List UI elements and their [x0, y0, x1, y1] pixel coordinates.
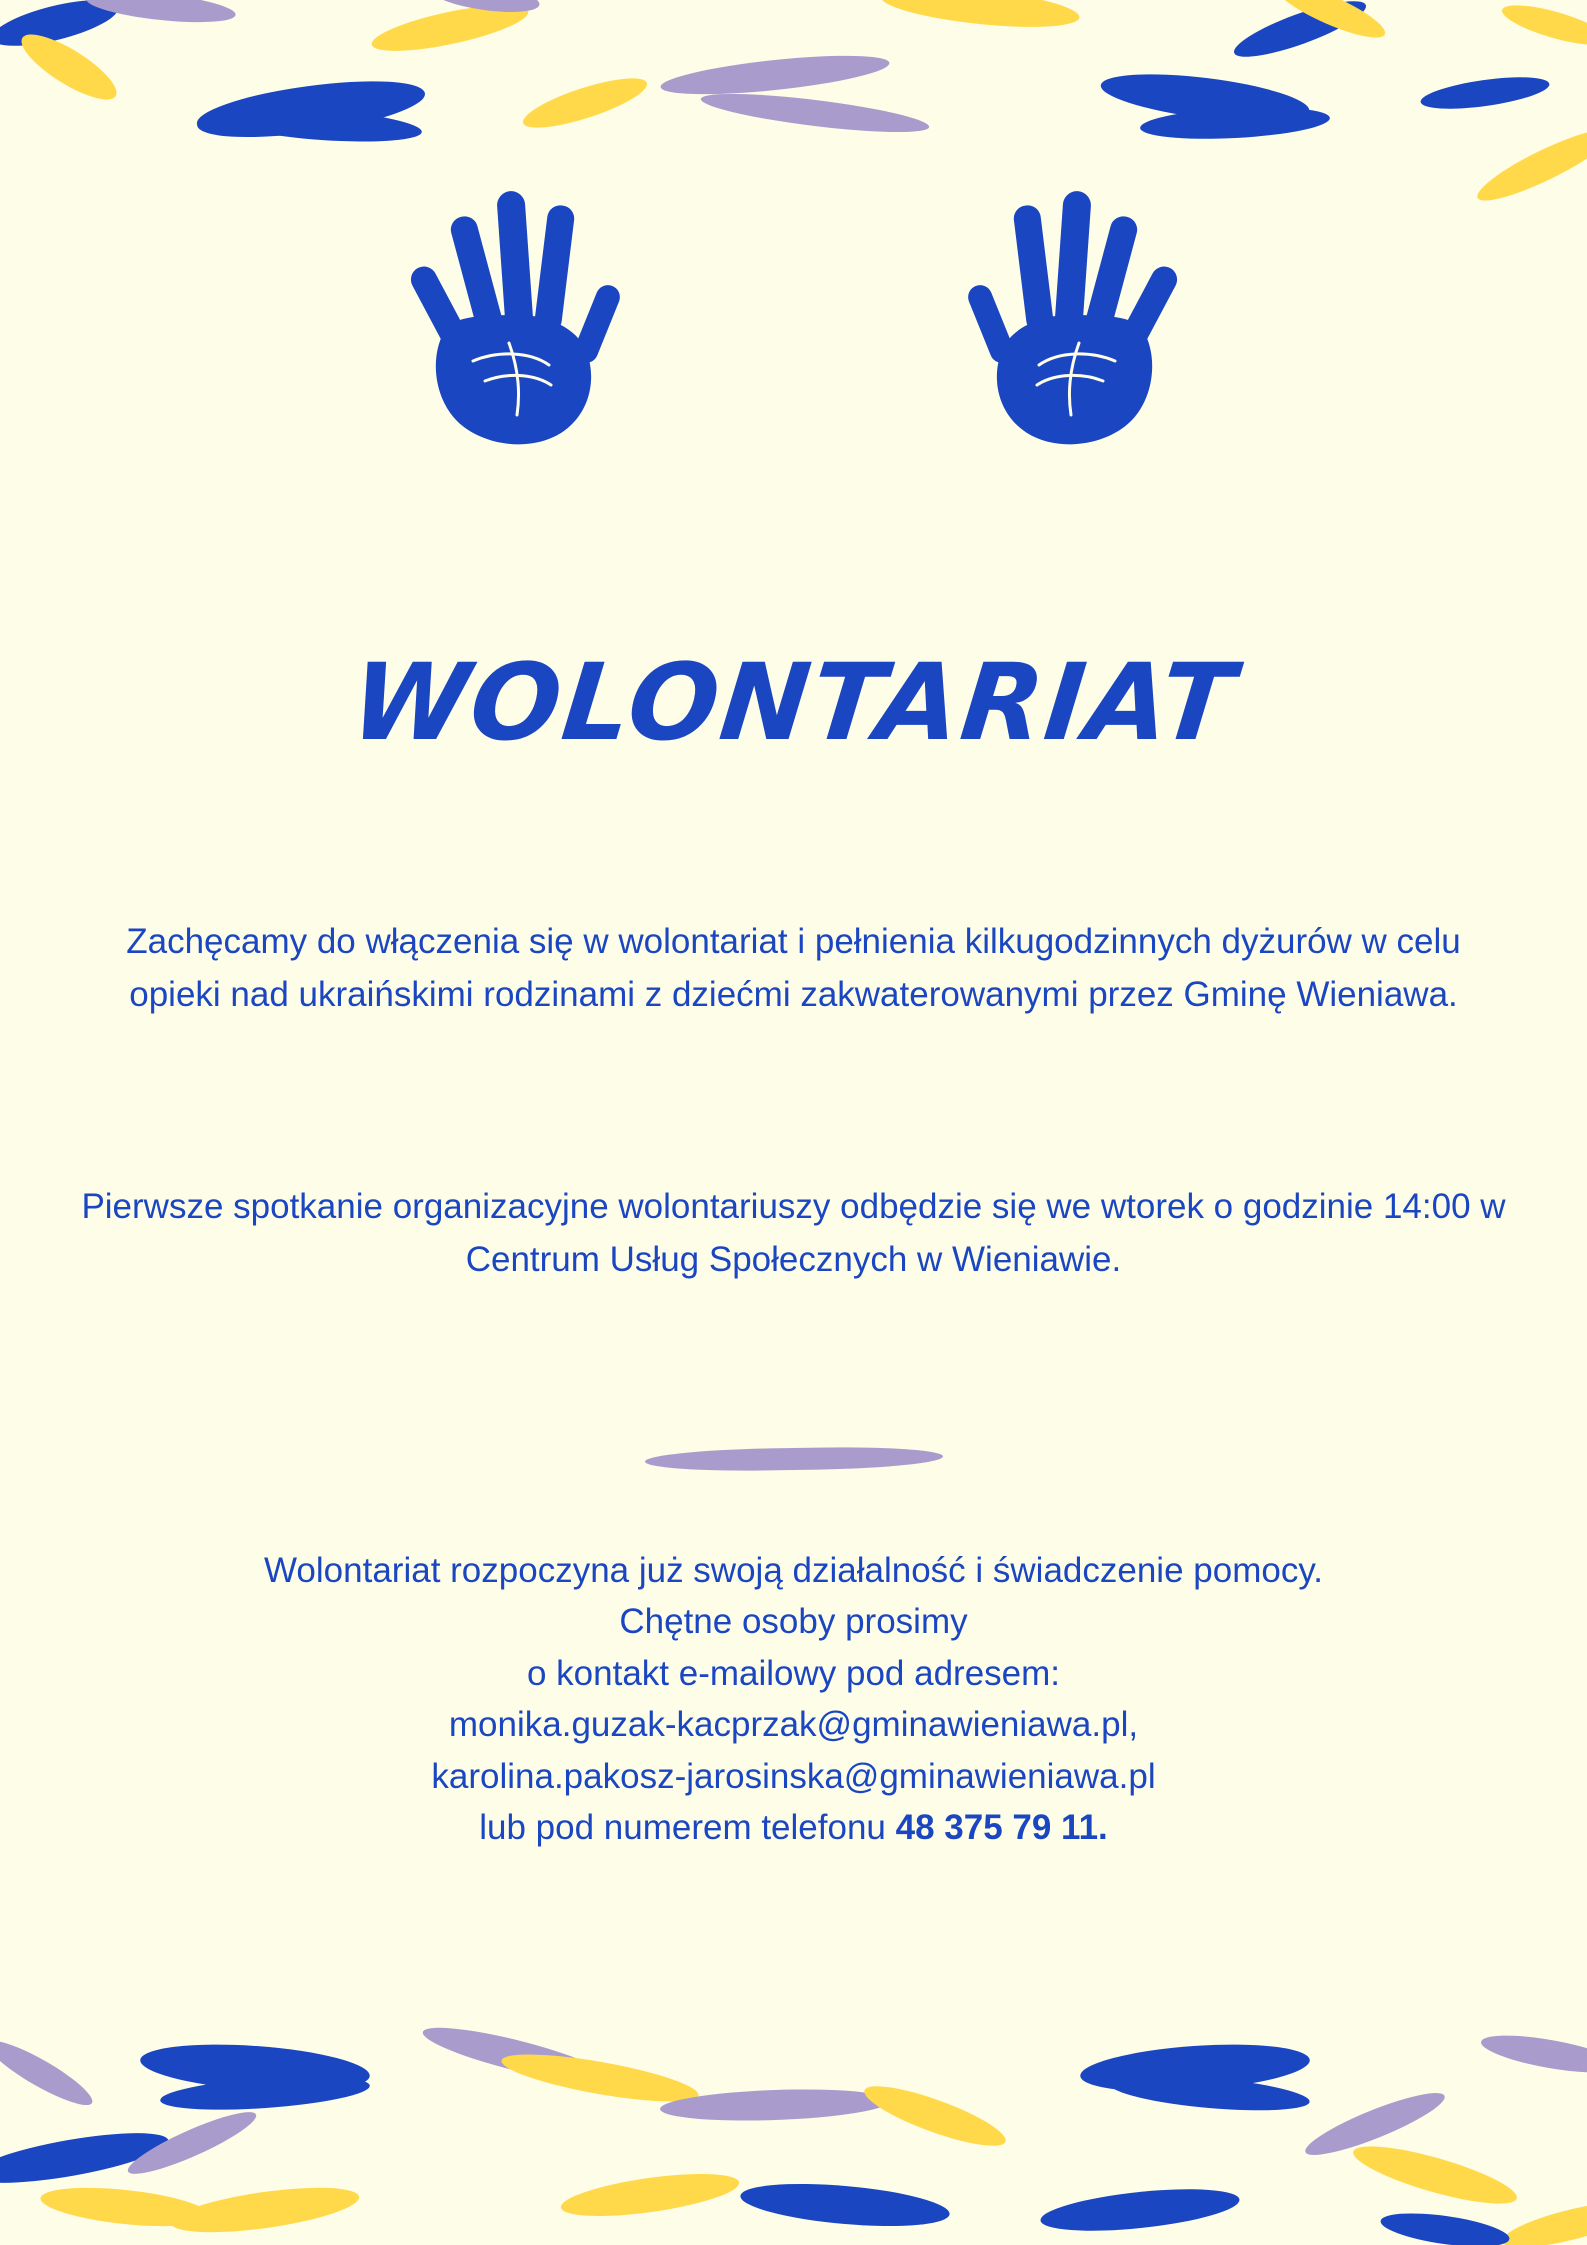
hand-print-left-icon [389, 175, 689, 475]
contact-line-3: o kontakt e-mailowy pod adresem: [526, 1653, 1061, 1693]
brush-stroke-blue [1419, 71, 1551, 115]
brush-stroke-blue [1039, 2182, 1242, 2239]
intro-block [79, 880, 1509, 1056]
contact-line-2: Chętne osoby prosimy [619, 1602, 968, 1642]
contact-line-1: Wolontariat rozpoczyna już swoją działalność i świadczenie pomocy. [264, 1551, 1323, 1590]
contact-email-1[interactable]: monika.guzak-kacprzak@gminawieniawa.pl, [448, 1705, 1139, 1745]
hand-prints [0, 175, 1587, 555]
brush-stroke-yellow [859, 2075, 1011, 2156]
brush-stroke-purple [1479, 2028, 1587, 2080]
hand-print-right-icon [899, 175, 1199, 475]
brush-stroke-yellow [1499, 0, 1587, 53]
intro-paragraph: Zachęcamy do włączenia się w wolontariat i pełnienia kilkugodzinnych dyżurów w celu opieki nad ukraińskimi rodzinami z dziećmi zakwaterowanymi przez Gminę Wieniawa. [126, 922, 1461, 1015]
brush-stroke-purple [659, 48, 891, 102]
contact-phone-prefix: lub pod numerem telefonu [479, 1808, 896, 1848]
divider [644, 1445, 942, 1472]
brush-stroke-yellow [559, 2166, 742, 2225]
brush-stroke-yellow [168, 2179, 361, 2241]
contact-email-2[interactable]: karolina.pakosz-jarosinska@gminawieniawa.pl [431, 1756, 1156, 1796]
contact-phone-number[interactable]: 48 375 79 11. [895, 1808, 1108, 1848]
meeting-block [79, 1145, 1509, 1321]
page-title: WOLONTARIAT [345, 641, 1242, 764]
brush-stroke-purple [699, 86, 930, 140]
contact-phone-line [79, 1802, 1509, 1853]
contact-paragraph [79, 1545, 1509, 1854]
brush-stroke-blue [1379, 2207, 1512, 2245]
brush-stroke-purple [0, 2032, 98, 2115]
brush-stroke-yellow [879, 0, 1081, 34]
contact-block [79, 1545, 1509, 1854]
brush-stroke-blue [739, 2177, 952, 2233]
brush-stroke-yellow [1349, 2135, 1522, 2215]
meeting-paragraph: Pierwsze spotkanie organizacyjne wolontariuszy odbędzie się we wtorek o godzinie 14:00 w Centrum Usług Społecznych w Wieniawie. [81, 1187, 1506, 1280]
brush-stroke-yellow [519, 69, 652, 138]
